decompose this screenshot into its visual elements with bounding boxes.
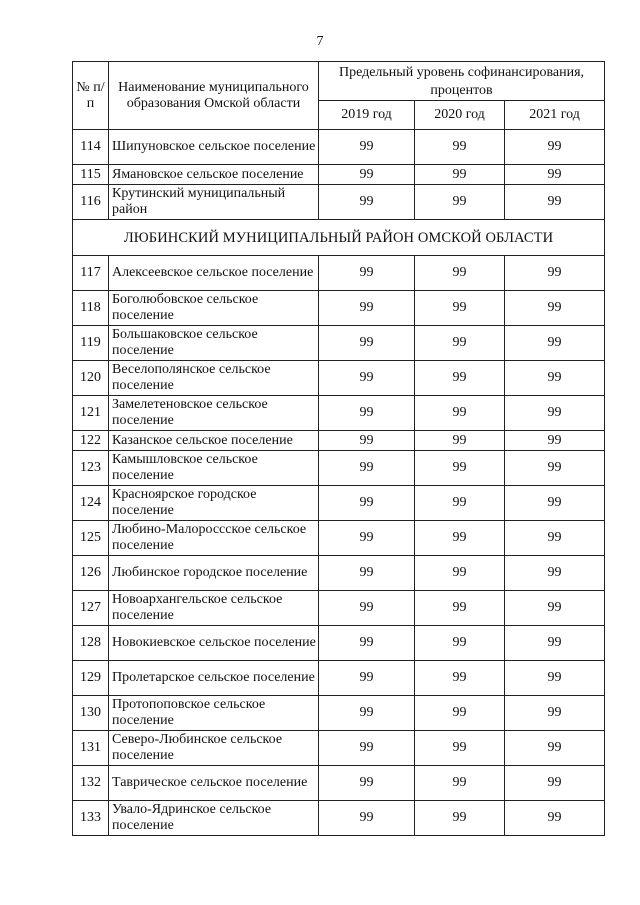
table-row — [73, 291, 605, 326]
header-cofinancing-level: Предельный уровень софинансирования, процентов — [319, 62, 605, 101]
municipality-name: Протопоповское сельское поселение — [109, 696, 319, 731]
municipality-name: Новоархангельское сельское поселение — [109, 591, 319, 626]
cofinancing-value: 99 — [505, 396, 605, 431]
municipality-name: Казанское сельское поселение — [109, 431, 319, 451]
row-number: 125 — [73, 521, 109, 556]
cofinancing-value: 99 — [415, 130, 505, 165]
header-year: 2020 год — [415, 101, 505, 130]
municipality-name: Красноярское городское поселение — [109, 486, 319, 521]
table-row — [73, 130, 605, 165]
table-row — [73, 431, 605, 451]
table-body — [73, 130, 605, 836]
municipality-name: Веселополянское сельское поселение — [109, 361, 319, 396]
cofinancing-value: 99 — [505, 451, 605, 486]
cofinancing-value: 99 — [505, 185, 605, 220]
cofinancing-value: 99 — [319, 361, 415, 396]
row-number: 127 — [73, 591, 109, 626]
table-row — [73, 766, 605, 801]
municipality-name: Северо-Любинское сельское поселение — [109, 731, 319, 766]
cofinancing-value: 99 — [505, 130, 605, 165]
cofinancing-value: 99 — [505, 326, 605, 361]
table-row — [73, 256, 605, 291]
cofinancing-value: 99 — [415, 731, 505, 766]
cofinancing-value: 99 — [319, 591, 415, 626]
cofinancing-value: 99 — [415, 626, 505, 661]
cofinancing-value: 99 — [319, 661, 415, 696]
table-row — [73, 801, 605, 836]
cofinancing-value: 99 — [319, 521, 415, 556]
table-row — [73, 521, 605, 556]
table-row — [73, 165, 605, 185]
cofinancing-value: 99 — [319, 696, 415, 731]
header-year: 2019 год — [319, 101, 415, 130]
cofinancing-value: 99 — [319, 165, 415, 185]
table-row — [73, 361, 605, 396]
cofinancing-value: 99 — [319, 291, 415, 326]
row-number: 121 — [73, 396, 109, 431]
cofinancing-value: 99 — [415, 396, 505, 431]
cofinancing-value: 99 — [415, 291, 505, 326]
cofinancing-value: 99 — [415, 256, 505, 291]
row-number: 114 — [73, 130, 109, 165]
cofinancing-value: 99 — [505, 766, 605, 801]
cofinancing-value: 99 — [415, 326, 505, 361]
municipality-name: Пролетарское сельское поселение — [109, 661, 319, 696]
row-number: 126 — [73, 556, 109, 591]
row-number: 119 — [73, 326, 109, 361]
municipality-name: Любинское городское поселение — [109, 556, 319, 591]
row-number: 132 — [73, 766, 109, 801]
cofinancing-value: 99 — [415, 696, 505, 731]
district-heading-row — [73, 220, 605, 256]
cofinancing-value: 99 — [415, 556, 505, 591]
cofinancing-value: 99 — [505, 486, 605, 521]
cofinancing-value: 99 — [505, 696, 605, 731]
cofinancing-table — [72, 61, 605, 836]
cofinancing-value: 99 — [505, 801, 605, 836]
row-number: 133 — [73, 801, 109, 836]
municipality-name: Боголюбовское сельское поселение — [109, 291, 319, 326]
row-number: 124 — [73, 486, 109, 521]
municipality-name: Ямановское сельское поселение — [109, 165, 319, 185]
cofinancing-value: 99 — [505, 661, 605, 696]
row-number: 122 — [73, 431, 109, 451]
table-row — [73, 486, 605, 521]
cofinancing-value: 99 — [505, 591, 605, 626]
cofinancing-value: 99 — [415, 361, 505, 396]
cofinancing-value: 99 — [319, 185, 415, 220]
row-number: 128 — [73, 626, 109, 661]
table-row — [73, 556, 605, 591]
cofinancing-value: 99 — [505, 361, 605, 396]
row-number: 129 — [73, 661, 109, 696]
cofinancing-value: 99 — [505, 165, 605, 185]
municipality-name: Шипуновское сельское поселение — [109, 130, 319, 165]
municipality-name: Алексеевское сельское поселение — [109, 256, 319, 291]
cofinancing-value: 99 — [505, 731, 605, 766]
municipality-name: Увало-Ядринское сельское поселение — [109, 801, 319, 836]
header-year: 2021 год — [505, 101, 605, 130]
table-row — [73, 696, 605, 731]
cofinancing-value: 99 — [505, 256, 605, 291]
cofinancing-value: 99 — [415, 431, 505, 451]
table-row — [73, 451, 605, 486]
municipality-name: Замелетеновское сельское поселение — [109, 396, 319, 431]
row-number: 131 — [73, 731, 109, 766]
district-heading: ЛЮБИНСКИЙ МУНИЦИПАЛЬНЫЙ РАЙОН ОМСКОЙ ОБЛАСТИ — [73, 220, 605, 256]
page-number: 7 — [316, 34, 324, 49]
table-row — [73, 731, 605, 766]
cofinancing-value: 99 — [319, 731, 415, 766]
cofinancing-value: 99 — [319, 766, 415, 801]
cofinancing-value: 99 — [415, 185, 505, 220]
cofinancing-value: 99 — [505, 431, 605, 451]
row-number: 115 — [73, 165, 109, 185]
cofinancing-value: 99 — [415, 521, 505, 556]
row-number: 120 — [73, 361, 109, 396]
header-name: Наименование муниципального образования Омской области — [109, 62, 319, 130]
row-number: 130 — [73, 696, 109, 731]
cofinancing-value: 99 — [319, 396, 415, 431]
table-row — [73, 396, 605, 431]
table-row — [73, 326, 605, 361]
cofinancing-value: 99 — [415, 766, 505, 801]
table-row — [73, 661, 605, 696]
cofinancing-value: 99 — [319, 451, 415, 486]
cofinancing-value: 99 — [415, 661, 505, 696]
table-row — [73, 591, 605, 626]
cofinancing-value: 99 — [505, 291, 605, 326]
row-number: 117 — [73, 256, 109, 291]
row-number: 123 — [73, 451, 109, 486]
row-number: 118 — [73, 291, 109, 326]
municipality-name: Новокиевское сельское поселение — [109, 626, 319, 661]
row-number: 116 — [73, 185, 109, 220]
cofinancing-value: 99 — [319, 326, 415, 361]
municipality-name: Большаковское сельское поселение — [109, 326, 319, 361]
cofinancing-value: 99 — [319, 556, 415, 591]
cofinancing-value: 99 — [415, 451, 505, 486]
table-row — [73, 626, 605, 661]
cofinancing-value: 99 — [415, 591, 505, 626]
cofinancing-value: 99 — [319, 626, 415, 661]
cofinancing-value: 99 — [505, 521, 605, 556]
municipality-name: Любино-Малороссское сельское поселение — [109, 521, 319, 556]
cofinancing-value: 99 — [415, 165, 505, 185]
cofinancing-value: 99 — [319, 431, 415, 451]
municipality-name: Крутинский муниципальный район — [109, 185, 319, 220]
cofinancing-value: 99 — [319, 801, 415, 836]
cofinancing-value: 99 — [505, 626, 605, 661]
cofinancing-value: 99 — [319, 486, 415, 521]
cofinancing-value: 99 — [319, 130, 415, 165]
municipality-name: Камышловское сельское поселение — [109, 451, 319, 486]
cofinancing-value: 99 — [505, 556, 605, 591]
table-header — [73, 62, 605, 130]
municipality-name: Таврическое сельское поселение — [109, 766, 319, 801]
cofinancing-value: 99 — [319, 256, 415, 291]
cofinancing-value: 99 — [415, 486, 505, 521]
table-row — [73, 185, 605, 220]
header-number: № п/п — [73, 62, 109, 130]
cofinancing-value: 99 — [415, 801, 505, 836]
